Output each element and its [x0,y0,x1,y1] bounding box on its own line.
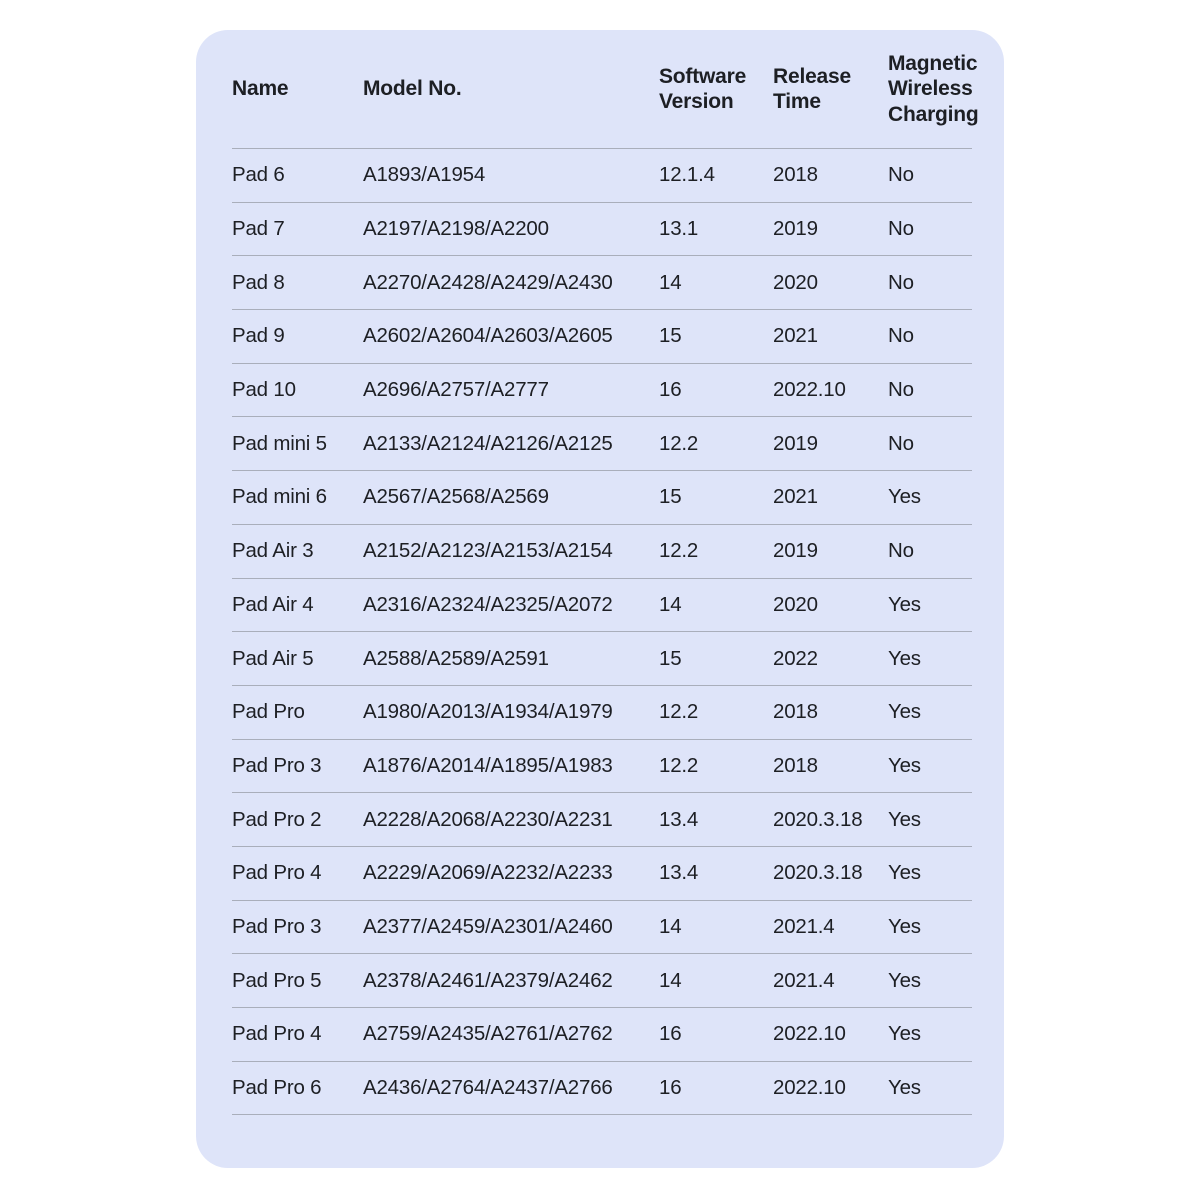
cell-model-no: A2567/A2568/A2569 [363,485,549,509]
cell-magnetic-wireless-charging: Yes [888,700,921,724]
cell-magnetic-wireless-charging: No [888,431,914,455]
cell-magnetic-wireless-charging: No [888,324,914,348]
cell-magnetic-wireless-charging: No [888,163,914,187]
table-row [232,954,972,1008]
cell-software-version: 16 [659,1022,682,1046]
compatibility-table [232,30,979,1115]
cell-software-version: 14 [659,968,682,992]
cell-release-time: 2022 [773,646,818,670]
cell-model-no: A2436/A2764/A2437/A2766 [363,1076,613,1100]
table-row [232,310,972,364]
cell-software-version: 12.2 [659,700,699,724]
cell-release-time: 2018 [773,753,818,777]
cell-magnetic-wireless-charging: Yes [888,807,921,831]
cell-name: Pad Air 5 [232,646,314,670]
cell-release-time: 2021.4 [773,914,835,938]
cell-model-no: A2696/A2757/A2777 [363,378,549,402]
cell-software-version: 13.1 [659,217,699,241]
table-row [232,632,972,686]
cell-model-no: A2602/A2604/A2603/A2605 [363,324,613,348]
cell-model-no: A2588/A2589/A2591 [363,646,549,670]
cell-release-time: 2020 [773,270,818,294]
table-row [232,149,972,203]
cell-software-version: 14 [659,592,682,616]
cell-release-time: 2022.10 [773,1022,846,1046]
cell-magnetic-wireless-charging: Yes [888,485,921,509]
table-row [232,1062,972,1116]
cell-model-no: A2759/A2435/A2761/A2762 [363,1022,613,1046]
cell-software-version: 16 [659,378,682,402]
cell-release-time: 2020 [773,592,818,616]
cell-model-no: A2378/A2461/A2379/A2462 [363,968,613,992]
cell-release-time: 2018 [773,700,818,724]
cell-name: Pad Pro 4 [232,1022,322,1046]
cell-magnetic-wireless-charging: Yes [888,1022,921,1046]
table-row [232,847,972,901]
cell-software-version: 15 [659,324,682,348]
cell-name: Pad Air 4 [232,592,314,616]
table-row [232,203,972,257]
table-row [232,579,972,633]
cell-release-time: 2021.4 [773,968,835,992]
cell-software-version: 13.4 [659,807,699,831]
cell-software-version: 12.2 [659,431,699,455]
cell-magnetic-wireless-charging: No [888,217,914,241]
column-header-release-time: Release Time [773,64,851,113]
table-row [232,1008,972,1062]
cell-release-time: 2022.10 [773,1076,846,1100]
cell-magnetic-wireless-charging: No [888,378,914,402]
cell-software-version: 15 [659,485,682,509]
column-header-model-no: Model No. [363,77,462,101]
cell-release-time: 2019 [773,539,818,563]
cell-software-version: 16 [659,1076,682,1100]
cell-name: Pad 10 [232,378,296,402]
table-row [232,793,972,847]
table-row [232,686,972,740]
table-row [232,740,972,794]
cell-software-version: 12.2 [659,753,699,777]
cell-release-time: 2021 [773,485,818,509]
cell-model-no: A1980/A2013/A1934/A1979 [363,700,613,724]
cell-magnetic-wireless-charging: Yes [888,646,921,670]
cell-software-version: 14 [659,914,682,938]
cell-name: Pad 6 [232,163,285,187]
cell-name: Pad Pro 6 [232,1076,322,1100]
cell-magnetic-wireless-charging: Yes [888,914,921,938]
cell-model-no: A2270/A2428/A2429/A2430 [363,270,613,294]
cell-name: Pad 7 [232,217,285,241]
cell-release-time: 2022.10 [773,378,846,402]
cell-name: Pad Pro [232,700,305,724]
table-row [232,901,972,955]
cell-model-no: A2197/A2198/A2200 [363,217,549,241]
table-row [232,525,972,579]
table-body [232,149,972,1115]
cell-name: Pad 9 [232,324,285,348]
cell-name: Pad Pro 3 [232,914,322,938]
table-row [232,471,972,525]
cell-model-no: A2228/A2068/A2230/A2231 [363,807,613,831]
cell-magnetic-wireless-charging: Yes [888,861,921,885]
cell-model-no: A2377/A2459/A2301/A2460 [363,914,613,938]
cell-magnetic-wireless-charging: Yes [888,1076,921,1100]
cell-name: Pad mini 6 [232,485,327,509]
cell-release-time: 2020.3.18 [773,861,863,885]
cell-model-no: A2316/A2324/A2325/A2072 [363,592,613,616]
table-row [232,364,972,418]
cell-model-no: A2152/A2123/A2153/A2154 [363,539,613,563]
cell-magnetic-wireless-charging: Yes [888,968,921,992]
cell-release-time: 2019 [773,217,818,241]
cell-magnetic-wireless-charging: Yes [888,592,921,616]
cell-software-version: 15 [659,646,682,670]
cell-model-no: A1893/A1954 [363,163,486,187]
cell-name: Pad Pro 2 [232,807,322,831]
cell-name: Pad Pro 4 [232,861,322,885]
table-header [232,30,979,149]
cell-magnetic-wireless-charging: No [888,270,914,294]
cell-software-version: 12.2 [659,539,699,563]
column-header-magnetic-wireless-charging: Magnetic Wireless Charging [888,52,979,126]
cell-magnetic-wireless-charging: No [888,539,914,563]
table-row [232,256,972,310]
cell-name: Pad mini 5 [232,431,327,455]
cell-release-time: 2020.3.18 [773,807,863,831]
cell-model-no: A1876/A2014/A1895/A1983 [363,753,613,777]
cell-model-no: A2133/A2124/A2126/A2125 [363,431,613,455]
cell-software-version: 14 [659,270,682,294]
spec-card [196,30,1004,1168]
cell-release-time: 2018 [773,163,818,187]
cell-name: Pad Air 3 [232,539,314,563]
column-header-name: Name [232,77,289,101]
cell-software-version: 13.4 [659,861,699,885]
cell-release-time: 2021 [773,324,818,348]
cell-model-no: A2229/A2069/A2232/A2233 [363,861,613,885]
column-header-software-version: Software Version [659,64,747,113]
cell-name: Pad Pro 3 [232,753,322,777]
table-row [232,417,972,471]
cell-magnetic-wireless-charging: Yes [888,753,921,777]
cell-release-time: 2019 [773,431,818,455]
cell-name: Pad 8 [232,270,285,294]
cell-name: Pad Pro 5 [232,968,322,992]
cell-software-version: 12.1.4 [659,163,715,187]
